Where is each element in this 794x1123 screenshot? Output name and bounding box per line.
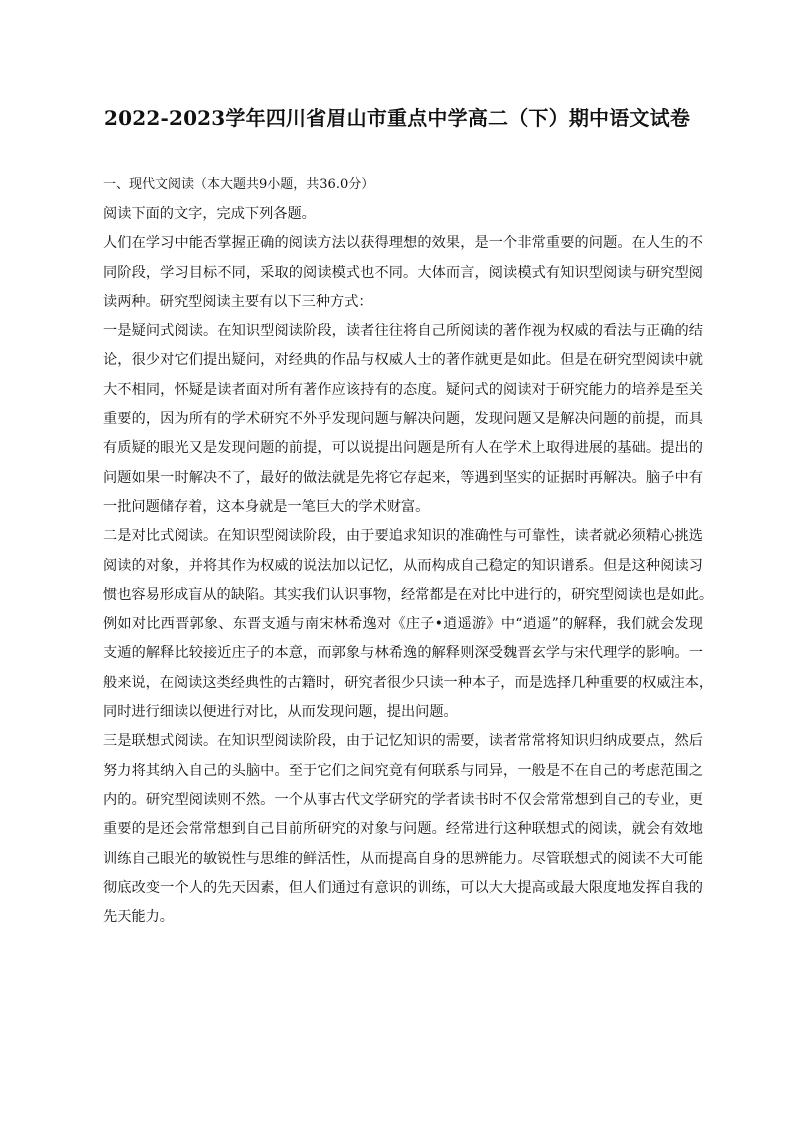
passage-line: 先天能力。 bbox=[103, 909, 174, 926]
passage-line: 阅读的对象，并将其作为权威的说法加以记忆，从而构成自己稳定的知识谱系。但是这种阅读习 bbox=[103, 557, 703, 574]
passage-line: 惯也容易形成盲从的缺陷。其实我们认识事物，经常都是在对比中进行的，研究型阅读也是如此。 bbox=[103, 586, 714, 603]
passage-line: 内的。研究型阅读则不然。一个从事古代文学研究的学者读书时不仅会常常想到自己的专业，更 bbox=[103, 791, 703, 808]
passage-line: 同阶段，学习目标不同，采取的阅读模式也不同。大体而言，阅读模式有知识型阅读与研究型阅 bbox=[103, 264, 703, 281]
passage-line: 一是疑问式阅读。在知识型阅读阶段，读者往往将自己所阅读的著作视为权威的看法与正确的结 bbox=[103, 323, 703, 340]
instruction-line: 阅读下面的文字，完成下列各题。 bbox=[103, 206, 316, 222]
passage-line: 大不相同，怀疑是读者面对所有著作应该持有的态度。疑问式的阅读对于研究能力的培养是至关 bbox=[103, 381, 703, 398]
passage-line: 人们在学习中能否掌握正确的阅读方法以获得理想的效果，是一个非常重要的问题。在人生的不 bbox=[103, 235, 703, 252]
passage-line: 读两种。研究型阅读主要有以下三种方式： bbox=[103, 293, 373, 310]
document-title: 2022-2023学年四川省眉山市重点中学高二（下）期中语文试卷 bbox=[103, 106, 691, 130]
passage-line: 同时进行细读以便进行对比，从而发现问题，提出问题。 bbox=[103, 704, 458, 721]
passage-line: 重要的是还会常常想到自己目前所研究的对象与问题。经常进行这种联想式的阅读，就会有效地 bbox=[103, 821, 703, 838]
passage-line: 论，很少对它们提出疑问，对经典的作品与权威人士的著作就更是如此。但是在研究型阅读中就 bbox=[103, 352, 703, 369]
passage bbox=[103, 200, 714, 932]
passage-line: 一批问题储存着，这本身就是一笔巨大的学术财富。 bbox=[103, 498, 430, 515]
passage-line: 训练自己眼光的敏锐性与思维的鲜活性，从而提高自身的思辨能力。尽管联想式的阅读不大可能 bbox=[103, 850, 703, 867]
passage-line: 重要的，因为所有的学术研究不外乎发现问题与解决问题，发现问题又是解决问题的前提，而具 bbox=[103, 411, 703, 428]
passage-line: 彻底改变一个人的先天因素，但人们通过有意识的训练，可以大大提高或最大限度地发挥自我的 bbox=[103, 879, 703, 896]
passage-line: 有质疑的眼光又是发现问题的前提，可以说提出问题是所有人在学术上取得进展的基础。提出的 bbox=[103, 440, 703, 457]
section-header: 一、现代文阅读（本大题共9小题，共36.0分） bbox=[103, 177, 375, 192]
passage-line: 二是对比式阅读。在知识型阅读阶段，由于要追求知识的准确性与可靠性，读者就必须精心挑选 bbox=[103, 528, 703, 545]
passage-line: 般来说，在阅读这类经典性的古籍时，研究者很少只读一种本子，而是选择几种重要的权威注本， bbox=[103, 674, 714, 691]
passage-line: 努力将其纳入自己的头脑中。至于它们之间究竟有何联系与同异，一般是不在自己的考虑范围之 bbox=[103, 762, 703, 779]
passage-line: 问题如果一时解决不了，最好的做法就是先将它存起来，等遇到坚实的证据时再解决。脑子中有 bbox=[103, 469, 703, 486]
passage-line: 例如对比西晋郭象、东晋支遁与南宋林希逸对《庄子•逍遥游》中“逍遥”的解释，我们就会发现 bbox=[103, 616, 703, 633]
passage-line: 三是联想式阅读。在知识型阅读阶段，由于记忆知识的需要，读者常常将知识归纳成要点，然后 bbox=[103, 733, 703, 750]
passage-line: 支遁的解释比较接近庄子的本意，而郭象与林希逸的解释则深受魏晋玄学与宋代理学的影响。一 bbox=[103, 645, 703, 662]
